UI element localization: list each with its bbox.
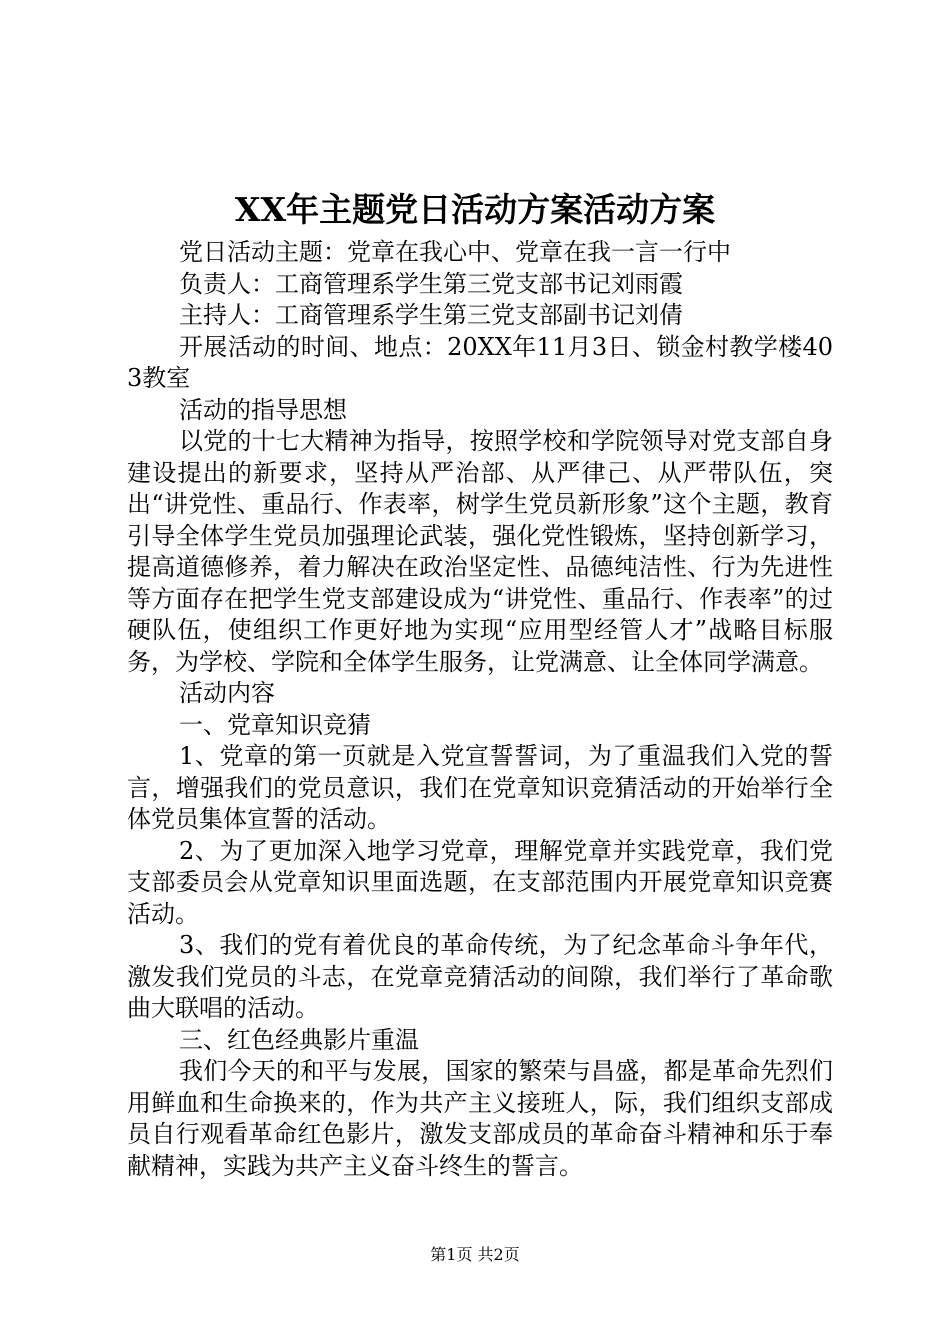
heading-section-3: 三、红色经典影片重温: [179, 1025, 419, 1054]
page-footer: 第1页 共2页: [430, 1245, 520, 1264]
paragraph-item-1: 1、党章的第一页就是入党宣誓誓词，为了重温我们入党的誓言，增强我们的党员意识，我们在党章知识竞猜活动的开始举行全体党员集体宣誓的活动。: [127, 742, 833, 833]
document-title: XX年主题党日活动方案活动方案: [234, 190, 716, 229]
paragraph-item-2: 2、为了更加深入地学习党章，理解党章并实践党章，我们党支部委员会从党章知识里面选题，在支部范围内开展党章知识竞赛活动。: [127, 836, 833, 928]
paragraph-red-films: 我们今天的和平与发展，国家的繁荣与昌盛，都是革命先烈们用鲜血和生命换来的，作为共产主义接班人，际，我们组织支部成员自行观看革命红色影片，激发支部成员的革命奋斗精神和乐于奉献精神，实践为共产主义奋斗终生的誓言。: [127, 1057, 833, 1180]
heading-section-1: 一、党章知识竞猜: [179, 710, 371, 739]
paragraph-guiding-idea: 以党的十七大精神为指导，按照学校和学院领导对党支部自身建设提出的新要求，坚持从严治部、从严律己、从严带队伍，突出“讲党性、重品行、作表率，树学生党员新形象”这个主题，教育引导全体学生党员加强理论武装，强化党性锻炼，坚持创新学习，提高道德修养，着力解决在政治坚定性、品德纯洁性、行为先进性等方面存在把学生党支部建设成为“讲党性、重品行、作表率”的过硬队伍，使组织工作更好地为实现“应用型经管人才”战略目标服务，为学校、学院和全体学生服务，让党满意、让全体同学满意。: [127, 427, 833, 676]
paragraph-item-3: 3、我们的党有着优良的革命传统，为了纪念革命斗争年代，激发我们党员的斗志，在党章竞猜活动的间隙，我们举行了革命歌曲大联唱的活动。: [127, 931, 833, 1022]
heading-activity-content: 活动内容: [179, 679, 275, 707]
paragraph-theme: 党日活动主题：党章在我心中、党章在我一言一行中: [179, 238, 731, 266]
heading-guiding-idea: 活动的指导思想: [179, 395, 347, 424]
document-body: [127, 237, 833, 1182]
paragraph-host: 主持人：工商管理系学生第三党支部副书记刘倩: [179, 301, 683, 329]
paragraph-time-place: 开展活动的时间、地点：20XX年11月3日、锁金村教学楼403教室: [127, 332, 833, 392]
paragraph-leader: 负责人：工商管理系学生第三党支部书记刘雨霞: [179, 269, 683, 298]
